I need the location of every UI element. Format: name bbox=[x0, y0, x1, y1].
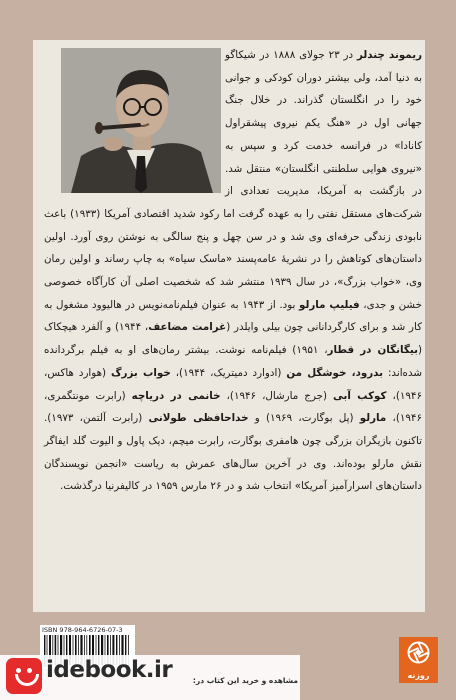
bio-text-2: بود. از ۱۹۴۳ به عنوان فیلم‌نامه‌نویس در هالیوود مشغول به کار شد و برای کارگردانانی چون بیلی وایلدر ( bbox=[44, 298, 422, 334]
author-name: ریموند چندلر bbox=[357, 49, 423, 61]
isbn-label: ISBN 978-964-6726-07-3 bbox=[42, 626, 123, 634]
publisher-logo bbox=[399, 637, 438, 683]
bio-text-7: (جرج مارشال، ۱۹۴۶)، bbox=[220, 389, 334, 402]
bio-text-3: ، ۱۹۴۴) و آلفرد هیچکاک ( bbox=[44, 321, 422, 357]
marlowe-name: فیلیپ مارلو bbox=[299, 298, 360, 311]
bio-text-5: (ادوارد دمیتریک، ۱۹۴۴)، bbox=[170, 366, 287, 379]
author-biography bbox=[44, 44, 422, 604]
publisher-name: روزنه bbox=[407, 671, 430, 680]
film-marlowe: مارلو bbox=[359, 412, 387, 425]
film-blue-dahlia: کوکب آبی bbox=[333, 389, 387, 402]
bio-text-1: در ۲۳ جولای ۱۸۸۸ در شیکاگو به دنیا آمد، ولی بیشتر دوران کودکی و جوانی خود را در انگلستان گذراند. در خلال جنگ جهانی اول در «هنگ یکم نیروی پیشقراول کانادا» در فرانسه خدمت کرد و سپس به «نیروی هوایی سلطنتی انگلستان» منتقل شد. در بازگشت به آمریکا، مدیریت تعدادی از شرکت‌های مستقل نفتی را به عهده گرفت اما رکود شدید اقتصادی آمریکا (۱۹۳۳) باعث نابودی زندگی حرفه‌ای وی شد و در سن چهل و پنج سالگی به نوشتن روی آورد. اولین داستان‌های کوتاهش را در نشریهٔ عامه‌پسند «ماسک سیاه» به چاپ رساند و اولین رمان وی، «خواب بزرگ»، در سال ۱۹۳۹ منتشر شد که شخصیت اصلی آن کارآگاه خصوصی خشن و جدی، bbox=[44, 49, 422, 311]
bio-text-8: (رابرت مونتگمری، ۱۹۴۶)، bbox=[44, 389, 422, 425]
watermark-site-name[interactable]: idebook.ir bbox=[46, 657, 173, 683]
smile-icon[interactable] bbox=[6, 658, 42, 694]
film-double-indemnity: غرامت مضاعف bbox=[148, 321, 227, 334]
film-farewell: بدرود، خوشگل من bbox=[286, 366, 383, 379]
film-big-sleep: خواب بزرگ bbox=[111, 366, 171, 379]
film-strangers-train: بیگانگان در قطار bbox=[327, 344, 418, 357]
watermark-caption: مشاهده و خرید این کتاب در: bbox=[192, 676, 298, 685]
bio-text-4: ، ۱۹۵۱) فیلم‌نامه نوشت. بیشتر رمان‌های او به فیلم برگردانده شده‌اند: bbox=[44, 344, 422, 379]
bio-text-6: (هوارد هاکس، ۱۹۴۶)، bbox=[44, 366, 422, 402]
bio-text-9: (پل بوگارت، ۱۹۶۹) و bbox=[248, 412, 360, 425]
aperture-icon bbox=[407, 641, 430, 664]
bio-text-10: (رابرت آلتمن، ۱۹۷۳). تاکنون بازیگران بزرگی چون هامفری بوگارت، رابرت میچم، دیک پاول و الیوت گلد ایفاگر نقش مارلو بوده‌اند. وی در آخرین سال‌های عمرش به ریاست «انجمن نویسندگان داستان‌های اسرارآمیز آمریکا» انتخاب شد و در ۲۶ مارس ۱۹۵۹ در کالیفرنیا درگذشت. bbox=[44, 412, 422, 493]
photo-spacer bbox=[44, 44, 225, 196]
film-lady-lake: خانمی در دریاچه bbox=[131, 389, 221, 402]
film-long-goodbye: خداحافظی طولانی bbox=[148, 412, 249, 425]
